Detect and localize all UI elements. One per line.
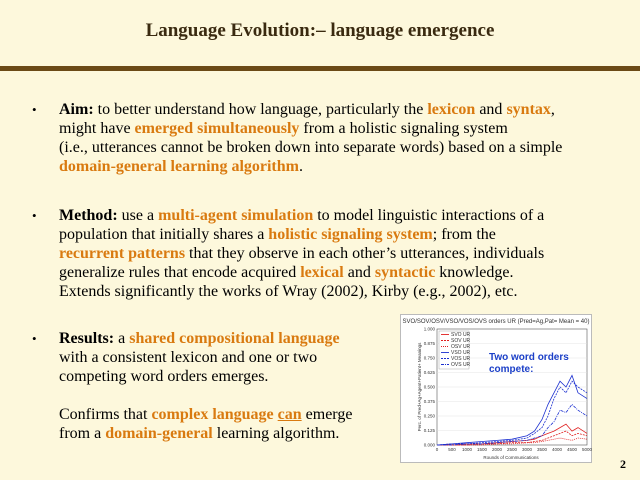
x-tick-label: 2000 [491, 447, 503, 452]
x-tick-label: 4000 [551, 447, 563, 452]
method-highlight-patterns: recurrent patterns [59, 245, 186, 262]
legend-label: SOV UR [451, 338, 471, 344]
results-label: Results: [59, 330, 115, 347]
aim-text: , [550, 101, 555, 118]
method-text: knowledge. [435, 264, 514, 281]
y-tick-label: 0.125 [423, 428, 435, 433]
y-tick-label: 0.750 [423, 355, 435, 361]
page-number: 2 [620, 457, 626, 471]
method-text: that they observe in each other’s utterances, individuals [185, 245, 545, 262]
x-tick-label: 2500 [506, 447, 518, 452]
method-highlight-lexical: lexical [300, 264, 344, 281]
method-bullet-item [32, 206, 544, 301]
aim-highlight-syntax: syntax [506, 101, 551, 118]
aim-text: and [475, 101, 507, 118]
x-tick-label: 5000 [581, 447, 593, 452]
aim-bullet-item [32, 100, 562, 176]
results-text: competing word orders emerges. [59, 368, 269, 385]
results-text: with a consistent lexicon and one or two [59, 349, 318, 366]
chart-y-label: Perc. of Pred+Ag+Agent+Patient+ Meanings [417, 342, 422, 432]
y-tick-label: 0.250 [423, 413, 435, 419]
method-highlight-syntactic: syntactic [374, 264, 436, 281]
aim-text: to better understand how language, particularly the [93, 101, 428, 118]
x-tick-label: 0 [435, 447, 439, 452]
results-bullet-item [32, 329, 352, 443]
aim-highlight-algorithm: domain-general learning algorithm [59, 158, 299, 175]
aim-text: might have [59, 120, 135, 137]
bullet-icon: • [32, 331, 37, 346]
method-text: to model linguistic interactions of a [313, 207, 545, 224]
method-text: ; from the [432, 226, 496, 243]
results-highlight-complex: complex language [151, 406, 274, 423]
legend-label: OSV UR [451, 344, 471, 350]
slide-title: Language Evolution:– language emergence [145, 20, 495, 41]
bullet-icon: • [32, 102, 37, 117]
bullet-icon: • [32, 208, 37, 223]
y-tick-label: 0.500 [423, 384, 435, 390]
title-divider [0, 66, 640, 71]
results-highlight-compositional: shared compositional language [129, 330, 340, 347]
legend-label: VOS UR [451, 356, 471, 362]
results-text: Confirms that [59, 406, 152, 423]
results-text: from a [59, 425, 106, 442]
method-text: and [343, 264, 375, 281]
aim-highlight-emerged: emerged simultaneously [134, 120, 300, 137]
y-tick-label: 0.625 [423, 370, 435, 375]
legend-label: VSO UR [451, 350, 471, 356]
aim-text: from a holistic signaling system [299, 120, 508, 137]
method-highlight-simulation: multi-agent simulation [158, 207, 314, 224]
results-text: a [114, 330, 130, 347]
aim-text: . [298, 158, 303, 175]
method-text: use a [117, 207, 159, 224]
method-text: generalize rules that encode acquired [59, 264, 301, 281]
y-tick-label: 0.000 [423, 442, 435, 448]
aim-text: (i.e., utterances cannot be broken down into separate words) based on a simple [59, 139, 563, 156]
x-tick-label: 4500 [566, 447, 578, 452]
y-tick-label: 0.375 [423, 399, 435, 404]
aim-highlight-lexicon: lexicon [427, 101, 476, 118]
word-order-chart-svg [401, 315, 591, 462]
method-text: population that initially shares a [59, 226, 269, 243]
x-tick-label: 3000 [521, 447, 533, 452]
legend-label: SVO UR [451, 332, 471, 338]
x-tick-label: 500 [448, 447, 456, 452]
results-highlight-domain-general: domain-general [105, 425, 213, 442]
chart-title: SVO/SOV/OSV/VSO/VOS/OVS orders UR (Pred=Ag,Pat= Mean = 40) [402, 319, 590, 325]
chart-annotation-line: Two word orders [489, 352, 569, 363]
method-text: Extends significantly the works of Wray (2002), Kirby (e.g., 2002), etc. [59, 283, 518, 300]
method-label: Method: [59, 207, 118, 224]
y-tick-label: 0.875 [423, 341, 435, 346]
y-tick-label: 1.000 [423, 326, 435, 332]
results-highlight-can: can [277, 406, 302, 423]
legend-label: OVS UR [451, 362, 471, 368]
method-highlight-holistic: holistic signaling system [268, 226, 433, 243]
aim-label: Aim: [59, 101, 94, 118]
x-tick-label: 1500 [476, 447, 488, 452]
results-text: emerge [301, 406, 353, 423]
x-tick-label: 3500 [536, 447, 548, 452]
chart-annotation-line: compete: [489, 364, 534, 375]
chart-x-label: Rounds of Communications [483, 455, 539, 460]
results-text: learning algorithm. [212, 425, 340, 442]
x-tick-label: 1000 [461, 447, 473, 452]
word-order-chart [400, 314, 592, 463]
